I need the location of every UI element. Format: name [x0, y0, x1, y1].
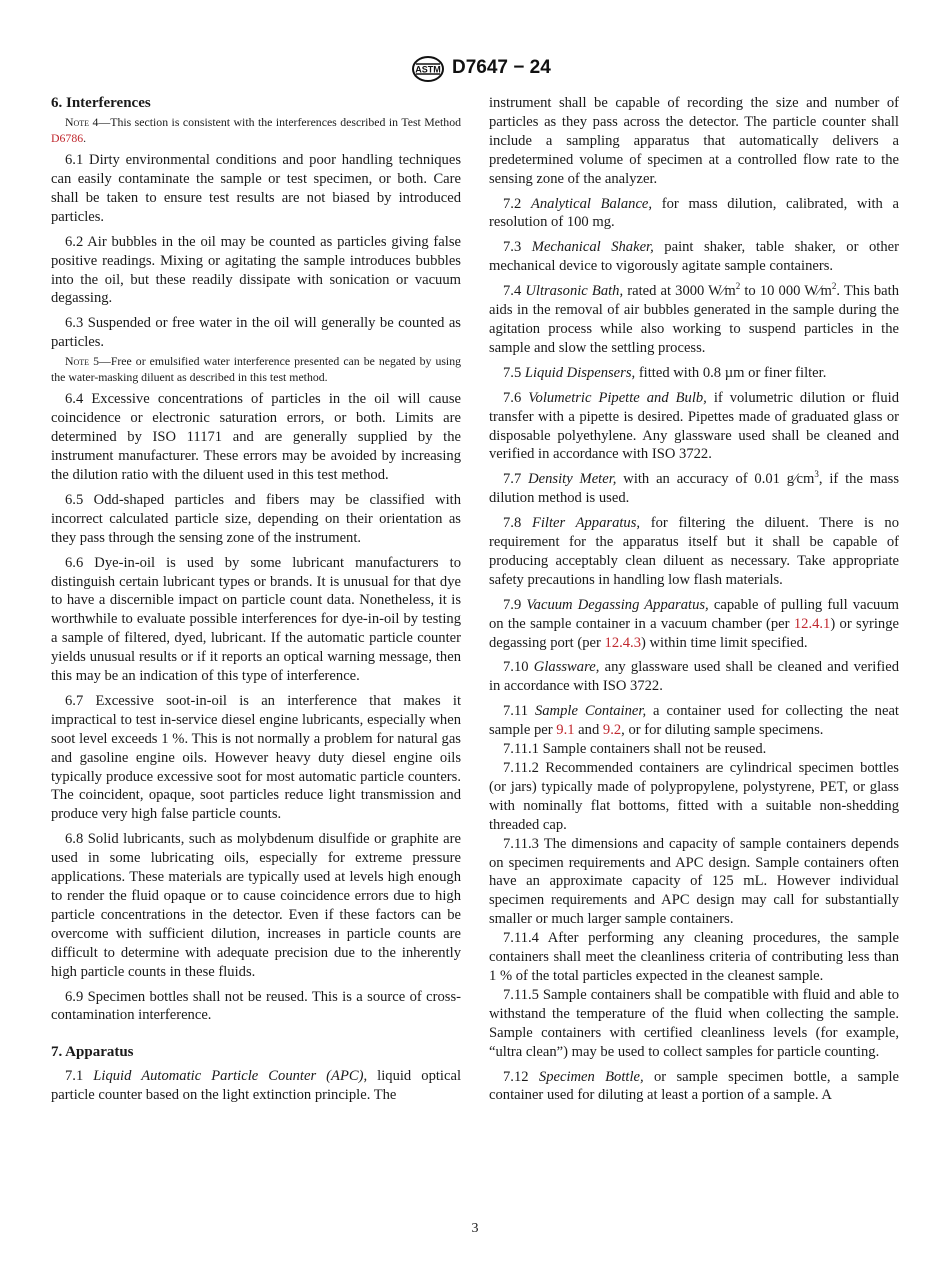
para-7-11-1: 7.11.1 Sample containers shall not be reused. [503, 741, 767, 758]
para-7-12: 7.12 Specimen Bottle, or sample specimen bottle, a sample container used for diluting at least a portion of a sample. A [489, 1068, 899, 1104]
document-id: D7647 − 24 [452, 57, 551, 78]
para-7-2: 7.2 Analytical Balance, for mass dilution, calibrated, with a resolution of 100 mg. [489, 195, 900, 231]
link-9-1[interactable]: 9.1 [556, 722, 575, 739]
left-column [51, 94, 461, 1111]
para-6-5: 6.5 Odd-shaped particles and fibers may be classified with incorrect calculated particle size, depending on their orientation as they pass through the sensing zone of the instrument. [51, 491, 461, 546]
para-7-1: 7.1 Liquid Automatic Particle Counter (APC), liquid optical particle counter based on the light extinction principle. The [51, 1068, 461, 1104]
para-6-7: 6.7 Excessive soot-in-oil is an interference that makes it impractical to test in-service diesel engine lubricants, especially when soot level exceeds 1 %. This is not normally a problem for natural gas and gasoline engine oils. However heavy duty diesel engine oils typically produce excessive soot for most automatic particle counters. The coincident, opaque, soot particles reduce light transmission and produce very high false particle counts. [51, 692, 461, 823]
para-7-3: 7.3 Mechanical Shaker, paint shaker, table shaker, or other mechanical device to vigorously agitate sample containers. [489, 239, 899, 275]
para-7-9: 7.9 Vacuum Degassing Apparatus, capable of pulling full vacuum on the sample container in a vacuum chamber (per 12.4.1) or syringe degassing port (per 12.4.3) within time limit specified. [489, 596, 899, 651]
para-6-2: 6.2 Air bubbles in the oil may be counted as particles giving false positive readings. Mixing or agitating the sample introduces bubbles into the oil, but these readily dissipate with sonication or vacuum degassing. [51, 233, 461, 307]
para-7-8: 7.8 Filter Apparatus, for filtering the diluent. There is no requirement for the apparatus itself but it shall be capable of producing acceptably clean diluent as necessary. Take appropriate safety precautions in handling low flash materials. [489, 515, 899, 588]
para-6-1: 6.1 Dirty environmental conditions and poor handling techniques can easily contaminate the sample or test specimen, or both. Care shall be taken to ensure test results are not biased by introduced particles. [51, 152, 461, 225]
section-6-heading: 6. Interferences [51, 95, 151, 111]
para-7-5: 7.5 Liquid Dispensers, fitted with 0.8 µm or finer filter. [503, 364, 827, 381]
para-7-11-4: 7.11.4 After performing any cleaning procedures, the sample containers shall meet the cleanliness criteria of contributing less than 1 % of the total particles expected in the cleanest sample. [489, 930, 899, 984]
note-5: Note 5—Free or emulsified water interference presented can be negated by using the water-masking diluent as described in this test method. [51, 354, 462, 384]
astm-logo-icon [410, 55, 446, 83]
link-9-2[interactable]: 9.2 [602, 722, 622, 739]
link-12-4-3[interactable]: 12.4.3 [604, 634, 641, 651]
svg-text:ASTM: ASTM [415, 64, 441, 75]
para-7-11-2: 7.11.2 Recommended containers are cylindrical specimen bottles (or jars) typically made of polypropylene, polystyrene, PET, or glass with nominally flat bottoms, fitted with a suitable non-shedding threaded cap. [489, 760, 899, 833]
link-d6786[interactable]: D6786 [51, 130, 84, 145]
para-7-11: 7.11 Sample Container, a container used for collecting the neat sample per 9.1 and 9.2, or for diluting sample specimens. [489, 703, 899, 739]
para-6-6: 6.6 Dye-in-oil is used by some lubricant manufacturers to distinguish certain lubricant types or brands. It is unusual for that dye to have a discernible impact on particle count data. Nonetheless, it is worthwhile to evaluate possible interferences for dye-in-oil by testing a sample of filtered, dyed, lubricant. If the automatic particle counter yields unusual results or if it reports an optical warning message, then this may be an indication of this type of interference. [51, 554, 461, 685]
section-7-heading: 7. Apparatus [51, 1044, 134, 1061]
page-header [0, 55, 950, 85]
para-6-4: 6.4 Excessive concentrations of particles in the oil will cause coincidence or electronic saturation errors, or both. Limits are determined by ISO 11171 and are generally supplied by the instrument manufacturer. These errors may be avoided by increasing the dilution ratio with the diluent used in this test method. [51, 391, 461, 483]
para-6-9: 6.9 Specimen bottles shall not be reused. This is a source of cross-contamination interference. [51, 988, 461, 1024]
page-number: 3 [471, 1221, 479, 1236]
link-12-4-1[interactable]: 12.4.1 [793, 615, 831, 632]
para-7-1-cont: instrument shall be capable of recording the size and number of particles as they pass across the detector. The particle counter shall include a sampling apparatus that automatically delivers a predetermined volume of specimen at a controlled flow rate to the sensing zone of the analyzer. [489, 95, 899, 187]
para-7-4: 7.4 Ultrasonic Bath, rated at 3000 $W⁄m^2$ to 10 000 $W⁄m^2$. This bath aids in the removal of air bubbles generated in the sample during the agitation process while also working to suspend particles in the sample and slow the settling process. [489, 281, 900, 356]
para-7-6: 7.6 Volumetric Pipette and Bulb, if volumetric dilution or fluid transfer with a pipette is desired. Pipettes made of graduated glass or disposable polyethylene. Any glassware used shall be cleaned and verified in accordance with ISO 3722. [489, 389, 900, 463]
para-6-8: 6.8 Solid lubricants, such as molybdenum disulfide or graphite are used in some lubricating oils, especially for extreme pressure applications. These materials are typically used at levels high enough to render the fluid opaque or to cause coincidence errors due to high particle concentrations in the detector. Even if these factors can be overcome with sufficient dilution, increases in particle counts are difficult to determine with adequate precision due to the inherently high particle counts in these fluids. [51, 831, 461, 980]
para-7-10: 7.10 Glassware, any glassware used shall be cleaned and verified in accordance with ISO 3722. [489, 659, 900, 695]
para-6-3: 6.3 Suspended or free water in the oil will generally be counted as particles. [51, 315, 461, 351]
para-7-11-5: 7.11.5 Sample containers shall be compatible with fluid and able to withstand the temperature of the fluid when collecting the sample. Sample containers with certified cleanliness levels (for example, “ultra clean”) may be used to collect samples for particle counting. [489, 986, 899, 1060]
para-7-7: 7.7 Density Meter, with an accuracy of 0.01 $g⁄cm^3$, if the mass dilution method is used. [489, 469, 899, 507]
note-4: Note 4—This section is consistent with the interferences described in Test Method D6786. [51, 114, 461, 145]
para-7-11-3: 7.11.3 The dimensions and capacity of sample containers depends on specimen requirements and APC design. Sample containers often have an approximate capacity of 125 mL. However individual specimen requirements and APC design may call for substantially smaller or much larger sample containers. [489, 835, 899, 928]
right-column [489, 94, 899, 1111]
